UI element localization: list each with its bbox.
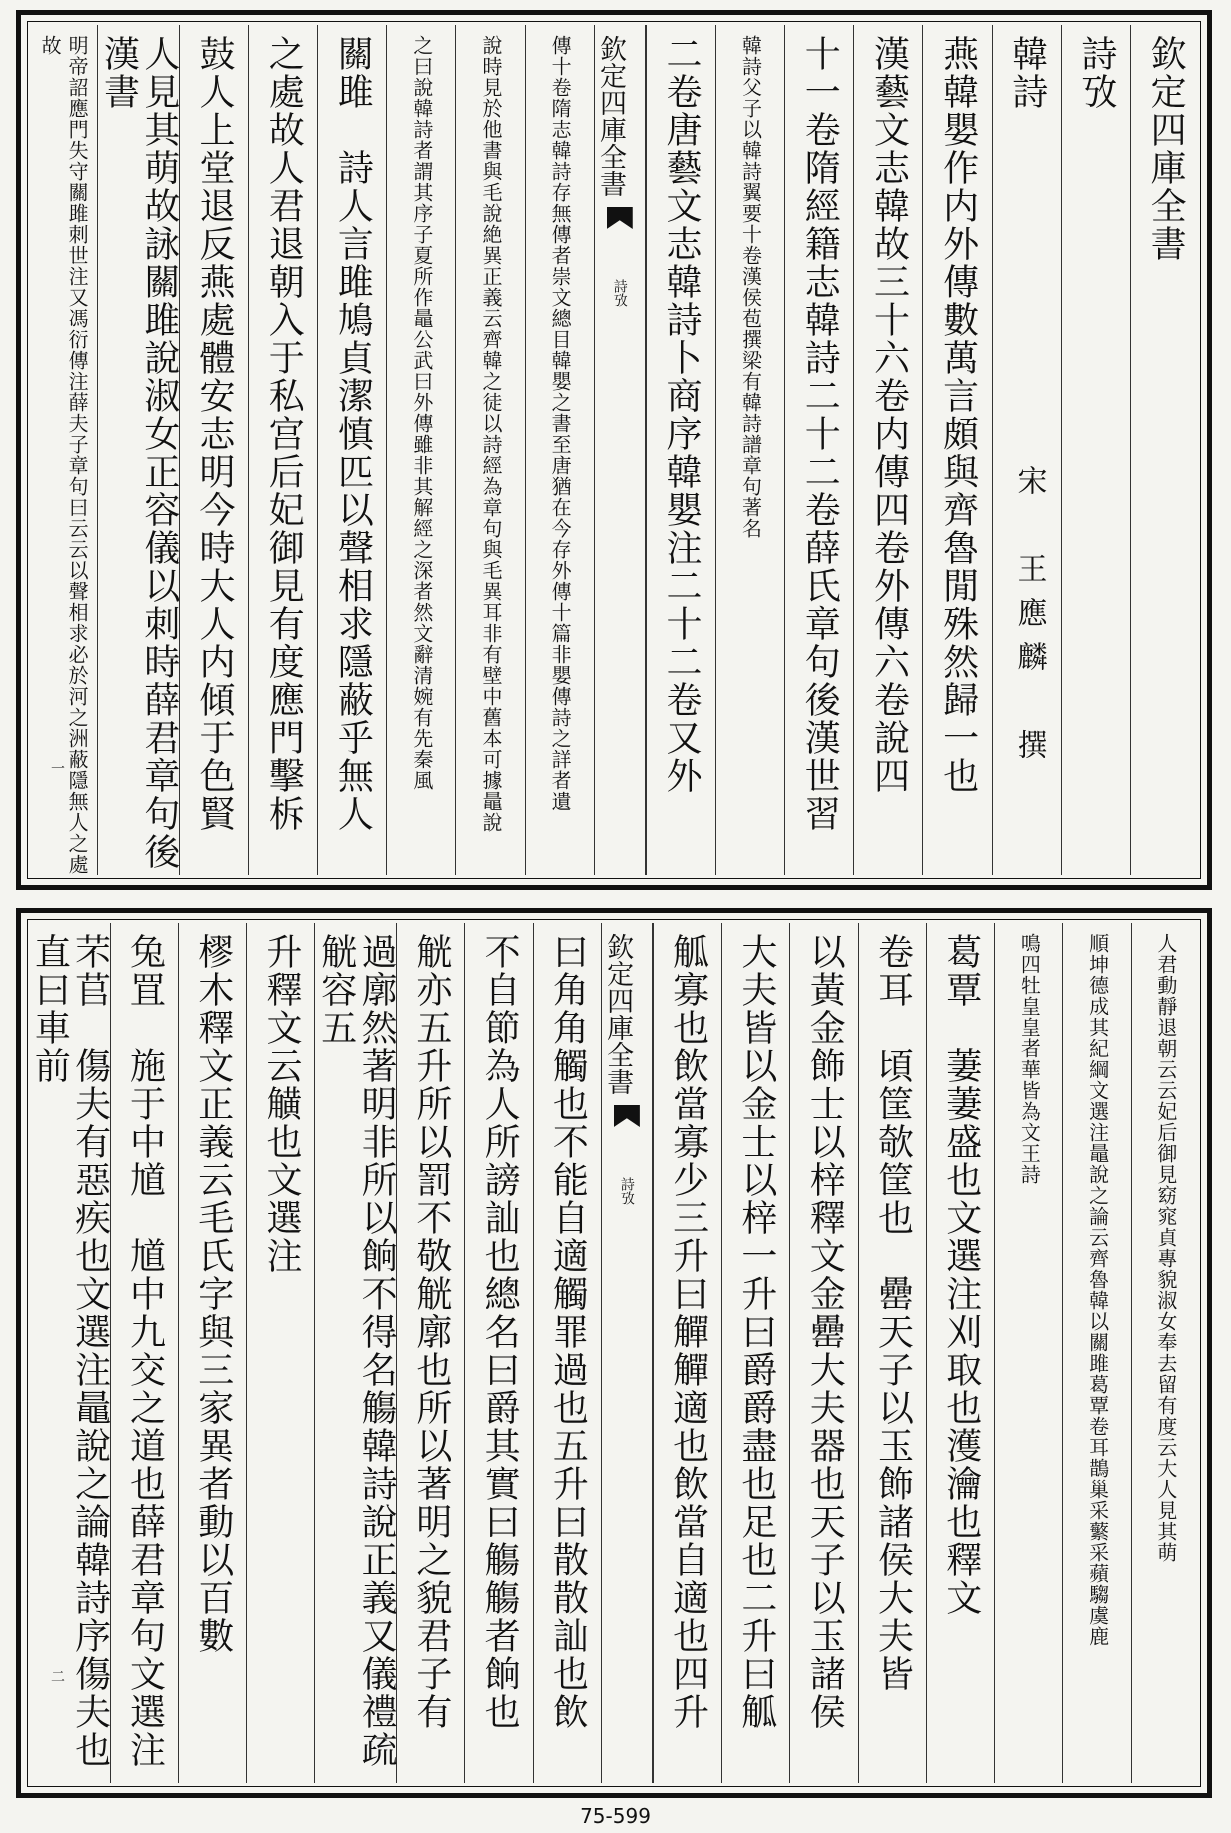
- margin-page-number: 一: [49, 761, 65, 775]
- column: [1062, 923, 1130, 1783]
- text-column: 以黃金飾士以梓釋文金罍大夫器也天子以玉諸侯: [804, 933, 846, 1731]
- text-column: 二卷唐藝文志韓詩卜商序韓嬰注二十二卷又外: [660, 35, 702, 795]
- annotation-column: 人君動靜退朝云云妃后御見窈窕貞專貌淑女奉去留有度云大人見其萌: [1153, 933, 1178, 1563]
- text-column: 葛覃 萋萋盛也文選注刈取也濩瀹也釋文: [940, 933, 982, 1617]
- text-column: 升釋文云觵也文選注: [260, 933, 302, 1275]
- column: [314, 923, 396, 1783]
- column: [853, 25, 922, 875]
- margin-chapter: 詩攷: [611, 279, 628, 307]
- column: [29, 25, 97, 875]
- column: [721, 923, 789, 1783]
- margin-chapter: 詩攷: [618, 1177, 635, 1205]
- column: [789, 923, 857, 1783]
- annotation-column: 說時見於他書與毛說絶異正義云齊韓之徒以詩經為章句與毛異耳非有壁中舊本可據鼂說: [479, 35, 504, 833]
- annotation-column: 傳十卷隋志韓詩存無傳者崇文總目韓嬰之書至唐猶在今存外傳十篇非嬰傳詩之詳者遺: [548, 35, 573, 812]
- text-column: 鼓人上堂退反燕處體安志明今時大人内傾于色賢: [194, 35, 236, 833]
- fish-tail-mark: [607, 207, 633, 229]
- column: [248, 25, 317, 875]
- column: [994, 923, 1062, 1783]
- text-columns-bottom: [29, 923, 1199, 1807]
- fish-tail-mark: [614, 1105, 640, 1127]
- text-column: 人見其萌故詠關雎說淑女正容儀以刺時薛君章句後漢書: [98, 35, 180, 871]
- author-line: 宋 王應麟 撰: [1011, 465, 1047, 773]
- page-number: 75-599: [580, 1804, 651, 1828]
- text-column: 大夫皆以金士以梓一升曰爵爵盡也足也二升曰觚: [735, 933, 777, 1731]
- text-column: 觥亦五升所以罰不敬觥廓也所以著明之貌君子有: [410, 933, 452, 1731]
- text-column: 樛木釋文正義云毛氏字與三家異者動以百數: [192, 933, 234, 1655]
- column: [464, 923, 532, 1783]
- column: [653, 923, 721, 1783]
- text-column: 之處故人君退朝入于私宫后妃御見有度應門擊柝: [263, 35, 305, 833]
- margin-page-number: 二: [49, 1669, 65, 1683]
- column: [386, 25, 455, 875]
- section-title: 韓詩: [1006, 35, 1048, 111]
- column: [1130, 25, 1199, 875]
- text-column: 兔罝 施于中馗 馗中九交之道也薛君章句文選注: [124, 933, 166, 1769]
- page-top: [16, 10, 1212, 890]
- text-column: 十一卷隋經籍志韓詩二十二卷薛氏章句後漢世習: [799, 35, 841, 833]
- column: [317, 25, 386, 875]
- column: [926, 923, 994, 1783]
- text-columns-top: [29, 25, 1199, 875]
- column: [992, 25, 1061, 875]
- annotation-column: 鳴四牡皇皇者華皆為文王詩: [1017, 933, 1042, 1185]
- text-column: 卷耳 頃筐欹筐也 罍天子以玉飾諸侯大夫皆: [872, 933, 914, 1693]
- annotation-column: 之曰說韓詩者謂其序子夏所作鼂公武曰外傳雖非其解經之深者然文辭清婉有先秦風: [409, 35, 434, 791]
- column: [784, 25, 853, 875]
- text-column: 燕韓嬰作内外傳數萬言頗與齊魯閒殊然歸一也: [937, 35, 979, 795]
- text-column: 關雎 詩人言雎鳩貞潔慎匹以聲相求隱蔽乎無人: [332, 35, 374, 833]
- column: [110, 923, 178, 1783]
- chapter-title: 詩攷: [1075, 35, 1117, 111]
- text-column: 過廓然著明非所以餉不得名觴韓詩說正義又儀禮疏觥容五: [315, 933, 398, 1769]
- column: [922, 25, 991, 875]
- column: [1131, 923, 1199, 1783]
- column: [646, 25, 715, 875]
- annotation-column: 明帝詔應門失守關雎刺世注又馮衍傳注薛夫子章句曰云云以聲相求必於河之洲蔽隱無人之處故: [38, 35, 90, 875]
- text-column: 曰角角觸也不能自適觸罪過也五升曰散散訕也飲: [547, 933, 589, 1731]
- margin-title: 欽定四庫全書: [602, 933, 634, 1095]
- column: [29, 923, 111, 1807]
- column: [455, 25, 524, 875]
- column: [525, 25, 594, 875]
- column: [179, 25, 248, 875]
- column: [178, 923, 246, 1783]
- column: [97, 25, 179, 875]
- text-column: 芣苢 傷夫有惡疾也文選注鼂說之論韓詩序傷夫也 直曰車前: [29, 933, 111, 1807]
- text-column: 不自節為人所謗訕也總名曰爵其實曰觴觴者餉也: [479, 933, 521, 1731]
- margin-title: 欽定四庫全書: [594, 35, 626, 197]
- page-bottom: [16, 908, 1212, 1807]
- column: [1061, 25, 1130, 875]
- column: [715, 25, 784, 875]
- text-column: 漢藝文志韓故三十六卷内傳四卷外傳六卷說四: [868, 35, 910, 795]
- column: [858, 923, 926, 1783]
- column: [396, 923, 464, 1783]
- annotation-column: 韓詩父子以韓詩翼要十卷漢侯苞撰梁有韓詩譜章句著名: [738, 35, 763, 539]
- text-column: 觚寡也飲當寡少三升曰觶觶適也飲當自適也四升: [667, 933, 709, 1731]
- annotation-column: 順坤德成其紀綱文選注鼂說之論云齊魯韓以關雎葛覃卷耳鵲巢采蘩采蘋騶虞鹿: [1085, 933, 1110, 1647]
- book-title: 欽定四庫全書: [1145, 35, 1187, 263]
- column: [246, 923, 314, 1783]
- column: [533, 923, 601, 1783]
